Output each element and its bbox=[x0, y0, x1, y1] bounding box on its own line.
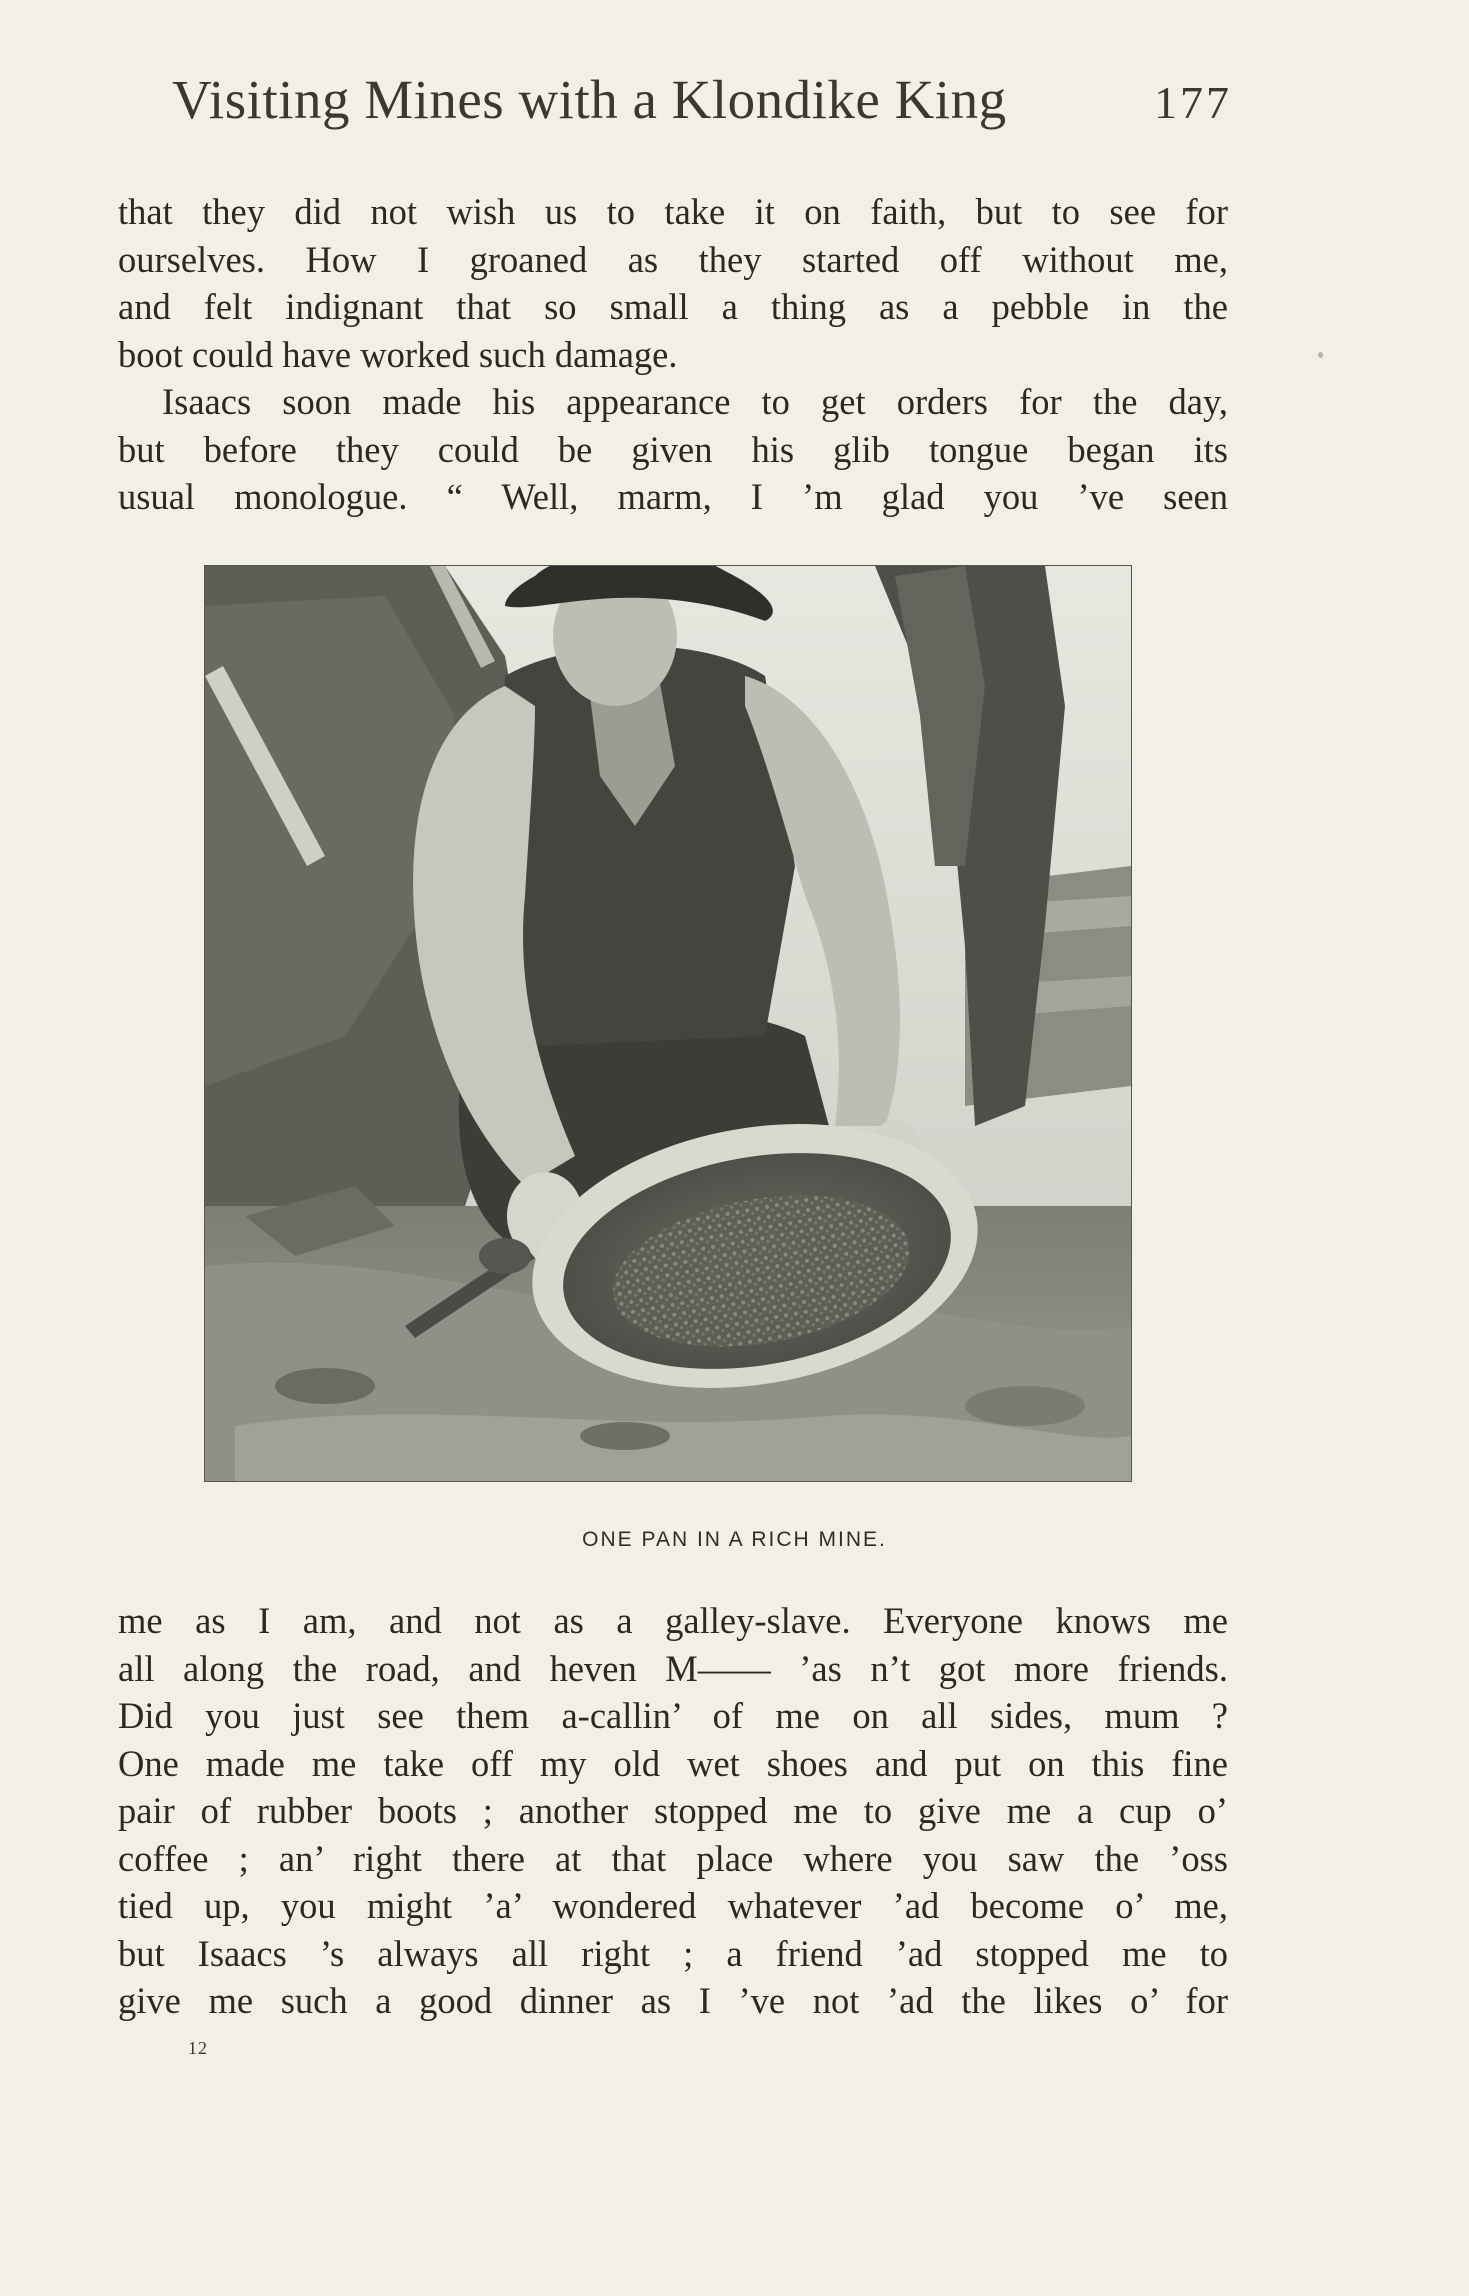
photo-plate bbox=[205, 566, 1131, 1481]
text-line: tied up, you might ’a’ wondered whatever ’ad become o’ me, bbox=[118, 1885, 1228, 1926]
running-head bbox=[172, 68, 1232, 148]
text-block-top bbox=[118, 188, 1228, 521]
text-line: me as I am, and not as a galley-slave. Everyone knows me bbox=[118, 1600, 1228, 1641]
text-line: usual monologue. “ Well, marm, I ’m glad you ’ve seen bbox=[118, 476, 1228, 517]
text-line: One made me take off my old wet shoes and put on this fine bbox=[118, 1742, 1228, 1784]
running-title: Visiting Mines with a Klondike King bbox=[172, 69, 1007, 130]
text-line: boot could have worked such damage. bbox=[118, 333, 678, 375]
figure-caption: ONE PAN IN A RICH MINE. bbox=[582, 1528, 887, 1551]
text-line: but Isaacs ’s always all right ; a friend ’ad stopped me to bbox=[118, 1932, 1228, 1974]
text-line: give me such a good dinner as I ’ve not ’ad the likes o’ for bbox=[118, 1980, 1228, 2021]
text-line: that they did not wish us to take it on faith, but to see for bbox=[118, 191, 1228, 232]
text-line: all along the road, and heven M—— ’as n’t got more friends. bbox=[118, 1647, 1228, 1689]
signature-mark: 12 bbox=[188, 2038, 208, 2058]
text-line: ourselves. How I groaned as they started off without me, bbox=[118, 238, 1228, 280]
paper-speck bbox=[1318, 352, 1323, 358]
text-line: Isaacs soon made his appearance to get orders for the day, bbox=[162, 381, 1228, 422]
page-number: 177 bbox=[1154, 77, 1232, 128]
text-line: coffee ; an’ right there at that place where you saw the ’oss bbox=[118, 1837, 1228, 1879]
text-line: and felt indignant that so small a thing as a pebble in the bbox=[118, 286, 1228, 327]
text-line: but before they could be given his glib tongue began its bbox=[118, 428, 1228, 470]
text-line: Did you just see them a-callin’ of me on all sides, mum ? bbox=[118, 1695, 1228, 1736]
photo-miner-panning bbox=[205, 566, 1131, 1481]
text-line: pair of rubber boots ; another stopped me to give me a cup o’ bbox=[118, 1790, 1228, 1831]
text-block-bottom bbox=[118, 1597, 1228, 2025]
